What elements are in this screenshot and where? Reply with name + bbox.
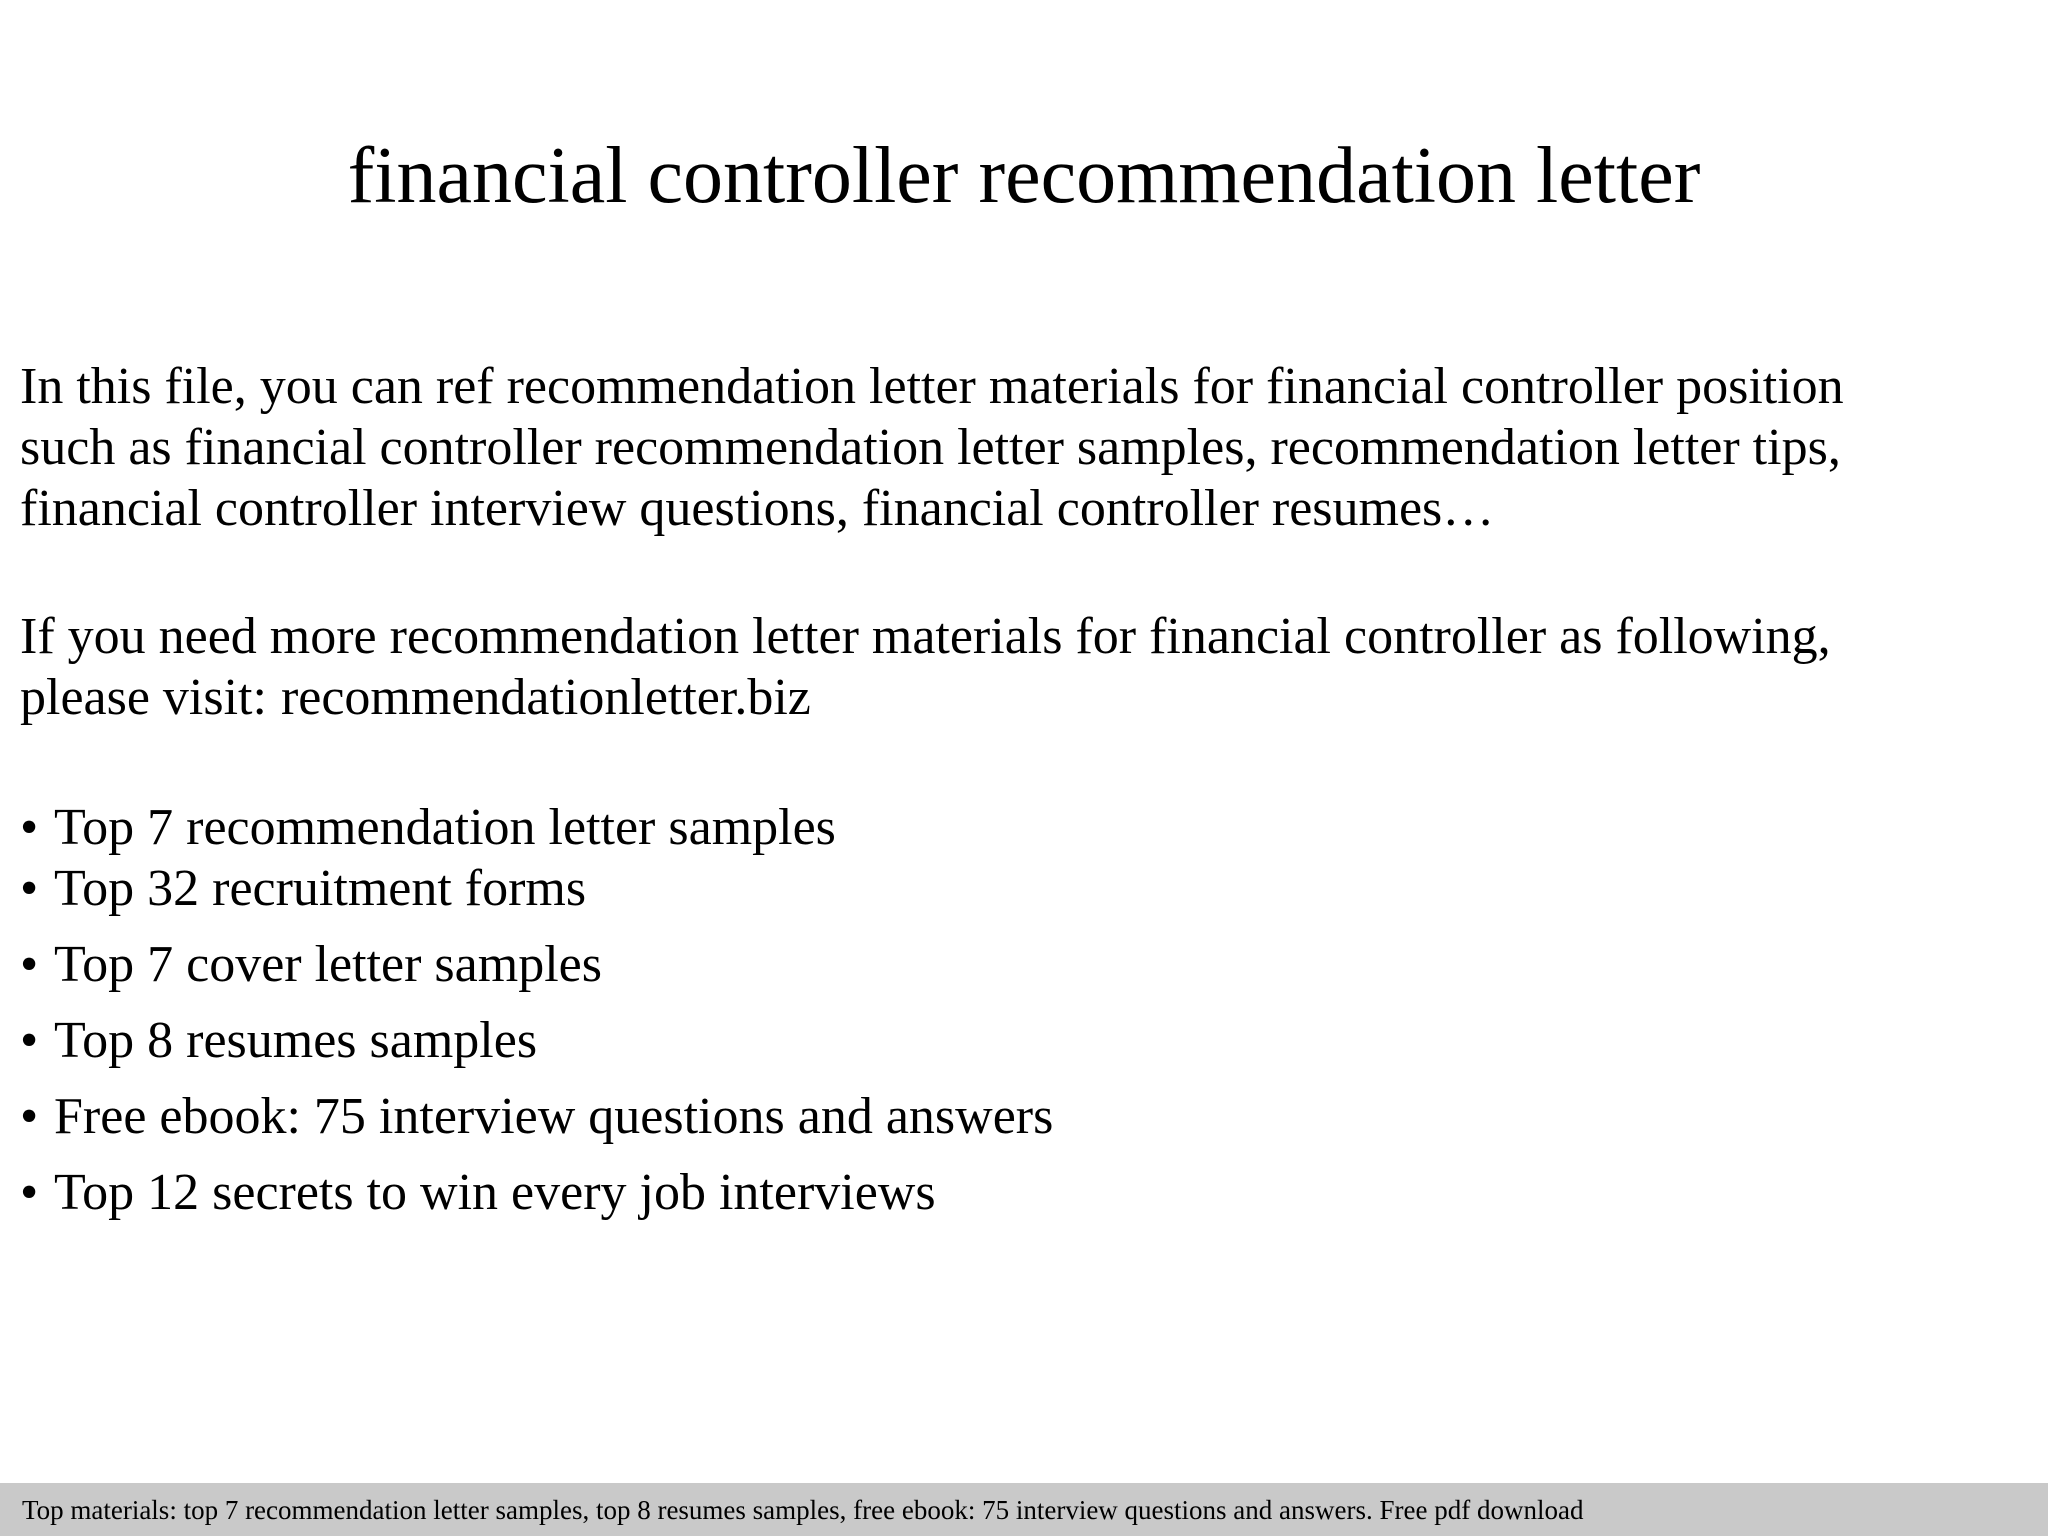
bullet-icon: • <box>20 1088 39 1145</box>
bullet-icon: • <box>20 1012 39 1069</box>
list-item <box>20 1010 1053 1071</box>
list-item <box>20 1162 1053 1223</box>
visit-label: please visit: <box>20 669 267 726</box>
list-item-text: Free ebook: 75 interview questions and answers <box>54 1088 1054 1145</box>
footer-bar <box>0 1483 2048 1536</box>
list-item-text: Top 7 cover letter samples <box>54 936 602 993</box>
footer-text: Top materials: top 7 recommendation letter samples, top 8 resumes samples, free ebook: 75 interview questions and answers. Free pdf download <box>22 1495 1584 1525</box>
list-item-text: Top 32 recruitment forms <box>54 860 587 917</box>
visit-line-2 <box>20 667 2040 728</box>
list-item <box>20 797 1053 858</box>
bullet-icon: • <box>20 860 39 917</box>
list-item-text: Top 8 resumes samples <box>54 1012 538 1069</box>
list-item-text: Top 7 recommendation letter samples <box>54 799 836 856</box>
bullet-icon: • <box>20 799 39 856</box>
materials-list <box>20 797 1053 1223</box>
intro-line: In this file, you can ref recommendation letter materials for financial controller position <box>20 358 1844 415</box>
intro-line: financial controller interview questions, financial controller resumes… <box>20 480 1495 537</box>
visit-line: If you need more recommendation letter materials for financial controller as following, <box>20 608 1831 665</box>
bullet-icon: • <box>20 936 39 993</box>
list-item <box>20 858 1053 919</box>
visit-url-link[interactable]: recommendationletter.biz <box>280 669 811 726</box>
visit-paragraph <box>20 606 2040 728</box>
list-item <box>20 934 1053 995</box>
bullet-icon: • <box>20 1164 39 1221</box>
list-item-text: Top 12 secrets to win every job interviews <box>54 1164 936 1221</box>
list-item <box>20 1086 1053 1147</box>
intro-line: such as financial controller recommendation letter samples, recommendation letter tips, <box>20 419 1841 476</box>
page-title: financial controller recommendation letter <box>347 132 1701 220</box>
intro-paragraph <box>20 356 2040 539</box>
